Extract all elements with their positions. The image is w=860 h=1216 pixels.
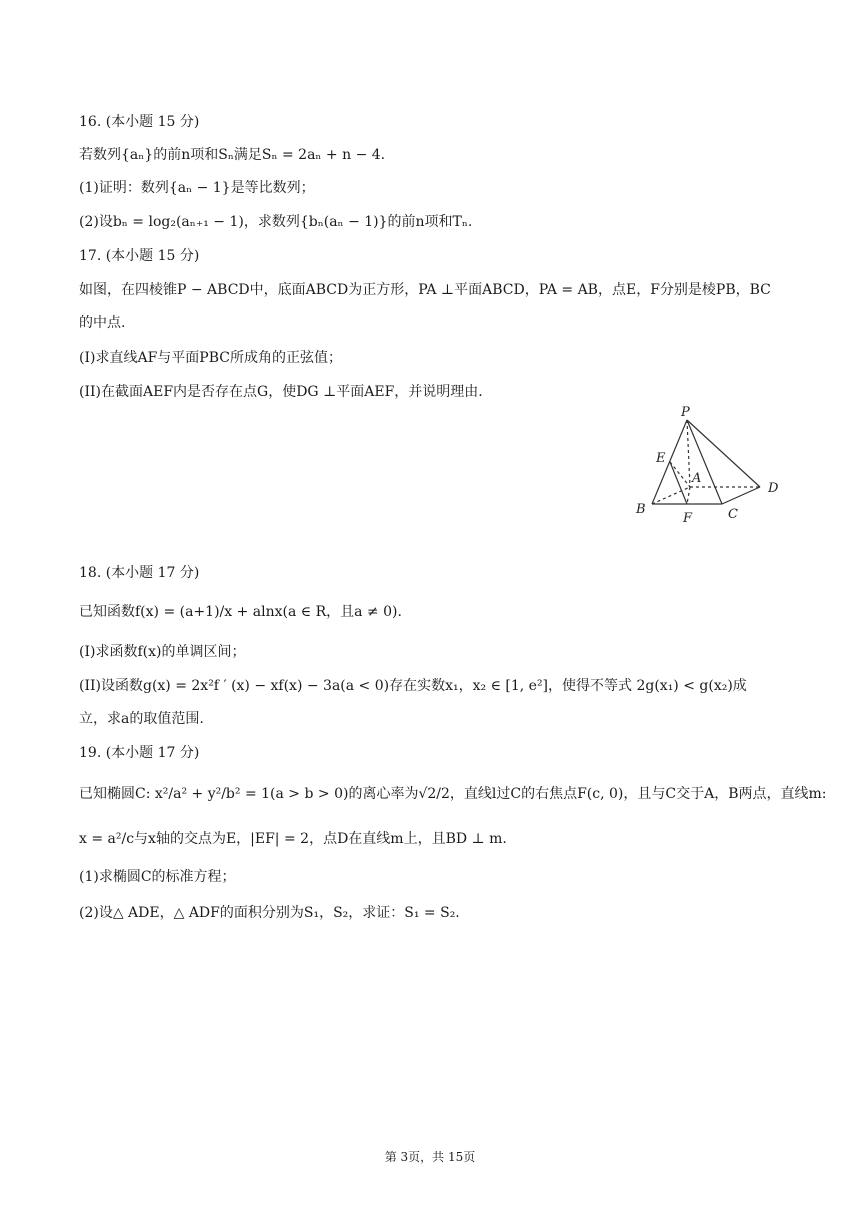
page-footer: 第 3页，共 15页 bbox=[384, 1150, 476, 1164]
pyramid-diagram bbox=[630, 400, 790, 530]
segment-ef bbox=[670, 462, 687, 504]
q19-stem-line-1: 已知椭圆C: x²/a² + y²/b² = 1(a > b > 0)的离心率为√2/2，直线l过C的右焦点F(c, 0)，且与C交于A，B两点，直线m: bbox=[79, 786, 827, 802]
q17-part1: (I)求直线AF与平面PBC所成角的正弦值； bbox=[79, 350, 342, 366]
edge-pa bbox=[687, 420, 690, 487]
label-c: C bbox=[728, 507, 738, 522]
segment-ea bbox=[670, 462, 690, 487]
q17-header: 17. (本小题 15 分) bbox=[79, 248, 200, 264]
q19-header: 19. (本小题 17 分) bbox=[79, 745, 200, 761]
q19-stem-line-2: x = a²/c与x轴的交点为E，|EF| = 2，点D在直线m上，且BD ⊥ m. bbox=[79, 831, 507, 847]
label-d: D bbox=[768, 481, 779, 496]
label-b: B bbox=[636, 502, 646, 517]
label-f: F bbox=[683, 511, 693, 526]
q16-stem: 若数列{aₙ}的前n项和Sₙ满足Sₙ = 2aₙ + n − 4. bbox=[79, 147, 386, 163]
label-a: A bbox=[692, 471, 702, 486]
q16-part2: (2)设bₙ = log₂(aₙ₊₁ − 1)，求数列{bₙ(aₙ − 1)}的前n项和Tₙ. bbox=[79, 214, 473, 230]
q17-stem-line-2: 的中点. bbox=[79, 315, 126, 331]
label-p: P bbox=[681, 405, 690, 420]
q18-stem: 已知函数f(x) = (a+1)/x + alnx(a ∈ R，且a ≠ 0). bbox=[79, 604, 402, 620]
edge-pc bbox=[687, 420, 722, 504]
label-e: E bbox=[656, 451, 666, 466]
q18-part1: (I)求函数f(x)的单调区间； bbox=[79, 644, 246, 660]
q18-part2-line-2: 立，求a的取值范围. bbox=[79, 711, 204, 727]
q17-stem-line-1: 如图，在四棱锥P − ABCD中，底面ABCD为正方形，PA ⊥平面ABCD，PA = AB，点E，F分别是棱PB，BC bbox=[79, 282, 771, 298]
q16-part1: (1)证明：数列{aₙ − 1}是等比数列； bbox=[79, 180, 315, 196]
q16-header: 16. (本小题 15 分) bbox=[79, 114, 200, 130]
q19-part2: (2)设△ ADE，△ ADF的面积分别为S₁，S₂，求证：S₁ = S₂. bbox=[79, 905, 460, 921]
q17-part2: (II)在截面AEF内是否存在点G，使DG ⊥平面AEF，并说明理由. bbox=[79, 384, 483, 400]
segment-af bbox=[687, 487, 690, 504]
edge-cd bbox=[722, 487, 760, 504]
q18-header: 18. (本小题 17 分) bbox=[79, 565, 200, 581]
q19-part1: (1)求椭圆C的标准方程； bbox=[79, 869, 236, 885]
q18-part2-line-1: (II)设函数g(x) = 2x²f ′ (x) − xf(x) − 3a(a < 0)存在实数x₁，x₂ ∈ [1, e²]，使得不等式 2g(x₁) < g(x₂)成 bbox=[79, 678, 747, 694]
